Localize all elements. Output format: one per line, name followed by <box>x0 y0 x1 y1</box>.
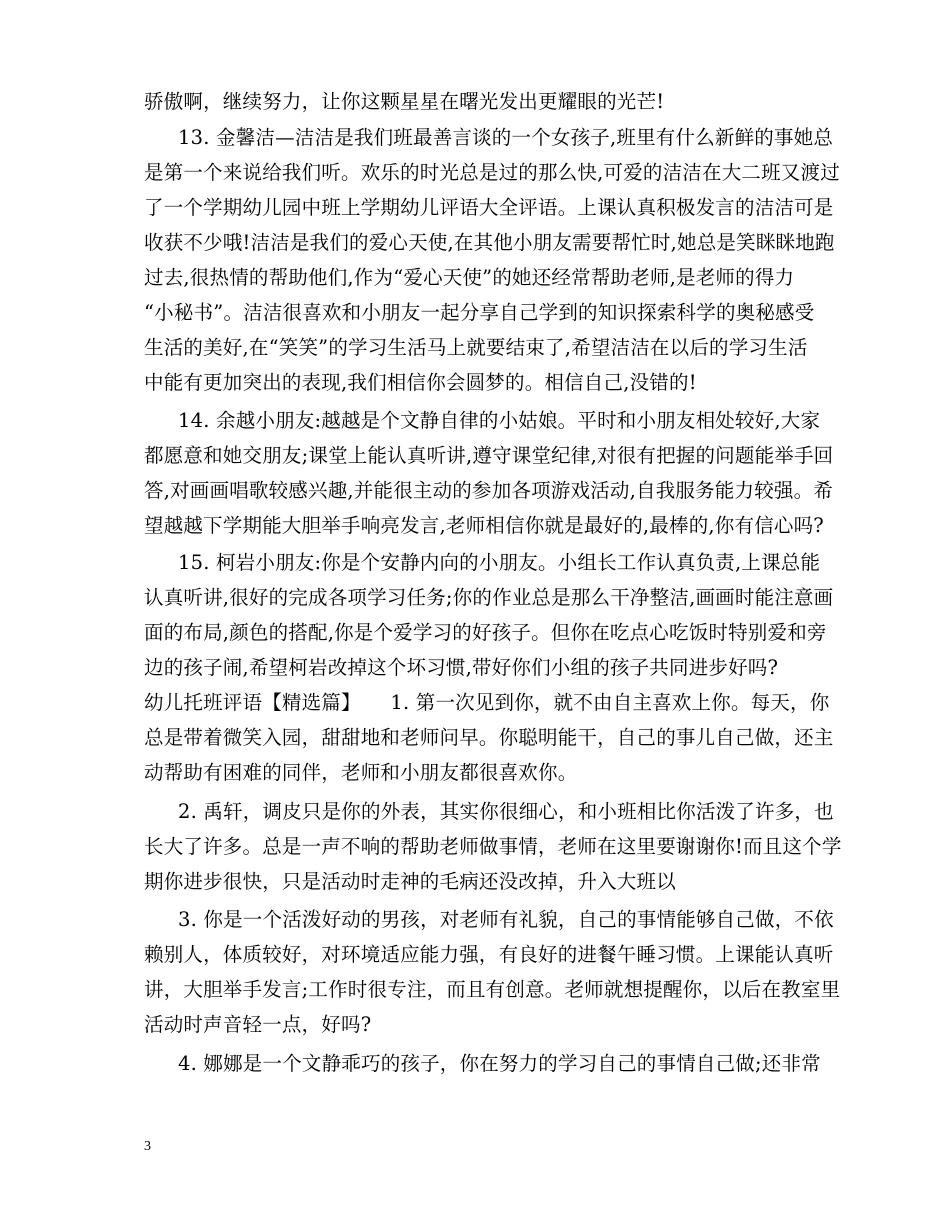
text-line: 生活的美好,在“笑笑”的学习生活马上就要结束了,希望洁洁在以后的学习生活 <box>144 336 808 359</box>
text-line: 幼儿托班评语【精选篇】 1. 第一次见到你，就不由自主喜欢上你。每天，你 <box>144 691 830 714</box>
text-line: 赖别人，体质较好，对环境适应能力强，有良好的进餐午睡习惯。上课能认真听 <box>144 943 834 966</box>
text-line: 面的布局,颜色的搭配,你是个爱学习的好孩子。但你在吃点心吃饭时特别爱和旁 <box>144 621 827 644</box>
text-line: 骄傲啊，继续努力，让你这颗星星在曙光发出更耀眼的光芒! <box>144 90 665 113</box>
text-line: 总是带着微笑入园，甜甜地和老师问早。你聪明能干，自己的事儿自己做，还主 <box>144 726 834 749</box>
text-line: “小秘书”。洁洁很喜欢和小朋友一起分享自己学到的知识探索科学的奥秘感受 <box>144 301 815 324</box>
text-line: 望越越下学期能大胆举手响亮发言,老师相信你就是最好的,最棒的,你有信心吗? <box>144 514 824 537</box>
text-line: 认真听讲,很好的完成各项学习任务;你的作业总是那么干净整洁,画画时能注意画 <box>144 586 834 609</box>
text-line: 长大了许多。总是一声不响的帮助老师做事情，老师在这里要谢谢你!而且这个学 <box>144 835 842 858</box>
text-line: 15. 柯岩小朋友:你是个安静内向的小朋友。小组长工作认真负责,上课总能 <box>178 551 821 574</box>
text-line: 过去,很热情的帮助他们,作为“爱心天使”的她还经常帮助老师,是老师的得力 <box>144 266 795 289</box>
text-line: 期你进步很快，只是活动时走神的毛病还没改掉，升入大班以 <box>144 870 676 893</box>
text-line: 边的孩子闹,希望柯岩改掉这个坏习惯,带好你们小组的孩子共同进步好吗? <box>144 656 779 679</box>
page-number: 3 <box>144 1139 151 1154</box>
text-line: 是第一个来说给我们听。欢乐的时光总是过的那么快,可爱的洁洁在大二班又渡过 <box>144 161 840 184</box>
text-line: 都愿意和她交朋友;课堂上能认真听讲,遵守课堂纪律,对很有把握的问题能举手回 <box>144 444 834 467</box>
text-line: 中能有更加突出的表现,我们相信你会圆梦的。相信自己,没错的! <box>144 371 697 394</box>
text-line: 4. 娜娜是一个文静乖巧的孩子，你在努力的学习自己的事情自己做;还非常 <box>178 1052 821 1075</box>
text-line: 活动时声音轻一点，好吗? <box>144 1013 372 1036</box>
text-line: 动帮助有困难的同伴，老师和小朋友都很喜欢你。 <box>144 761 578 784</box>
text-line: 答,对画画唱歌较感兴趣,并能很主动的参加各项游戏活动,自我服务能力较强。希 <box>144 479 833 502</box>
text-line: 13. 金馨洁—洁洁是我们班最善言谈的一个女孩子,班里有什么新鲜的事她总 <box>178 126 834 149</box>
text-line: 了一个学期幼儿园中班上学期幼儿评语大全评语。上课认真积极发言的洁洁可是 <box>144 196 834 219</box>
text-line: 3. 你是一个活泼好动的男孩，对老师有礼貌，自己的事情能够自己做，不依 <box>178 908 834 931</box>
text-line: 2. 禹轩，调皮只是你的外表，其实你很细心，和小班相比你活泼了许多，也 <box>178 800 834 823</box>
text-line: 收获不少哦!洁洁是我们的爱心天使,在其他小朋友需要帮忙时,她总是笑眯眯地跑 <box>144 231 835 254</box>
text-line: 14. 余越小朋友:越越是个文静自律的小姑娘。平时和小朋友相处较好,大家 <box>178 409 821 432</box>
text-line: 讲，大胆举手发言;工作时很专注，而且有创意。老师就想提醒你，以后在教室里 <box>144 978 841 1001</box>
